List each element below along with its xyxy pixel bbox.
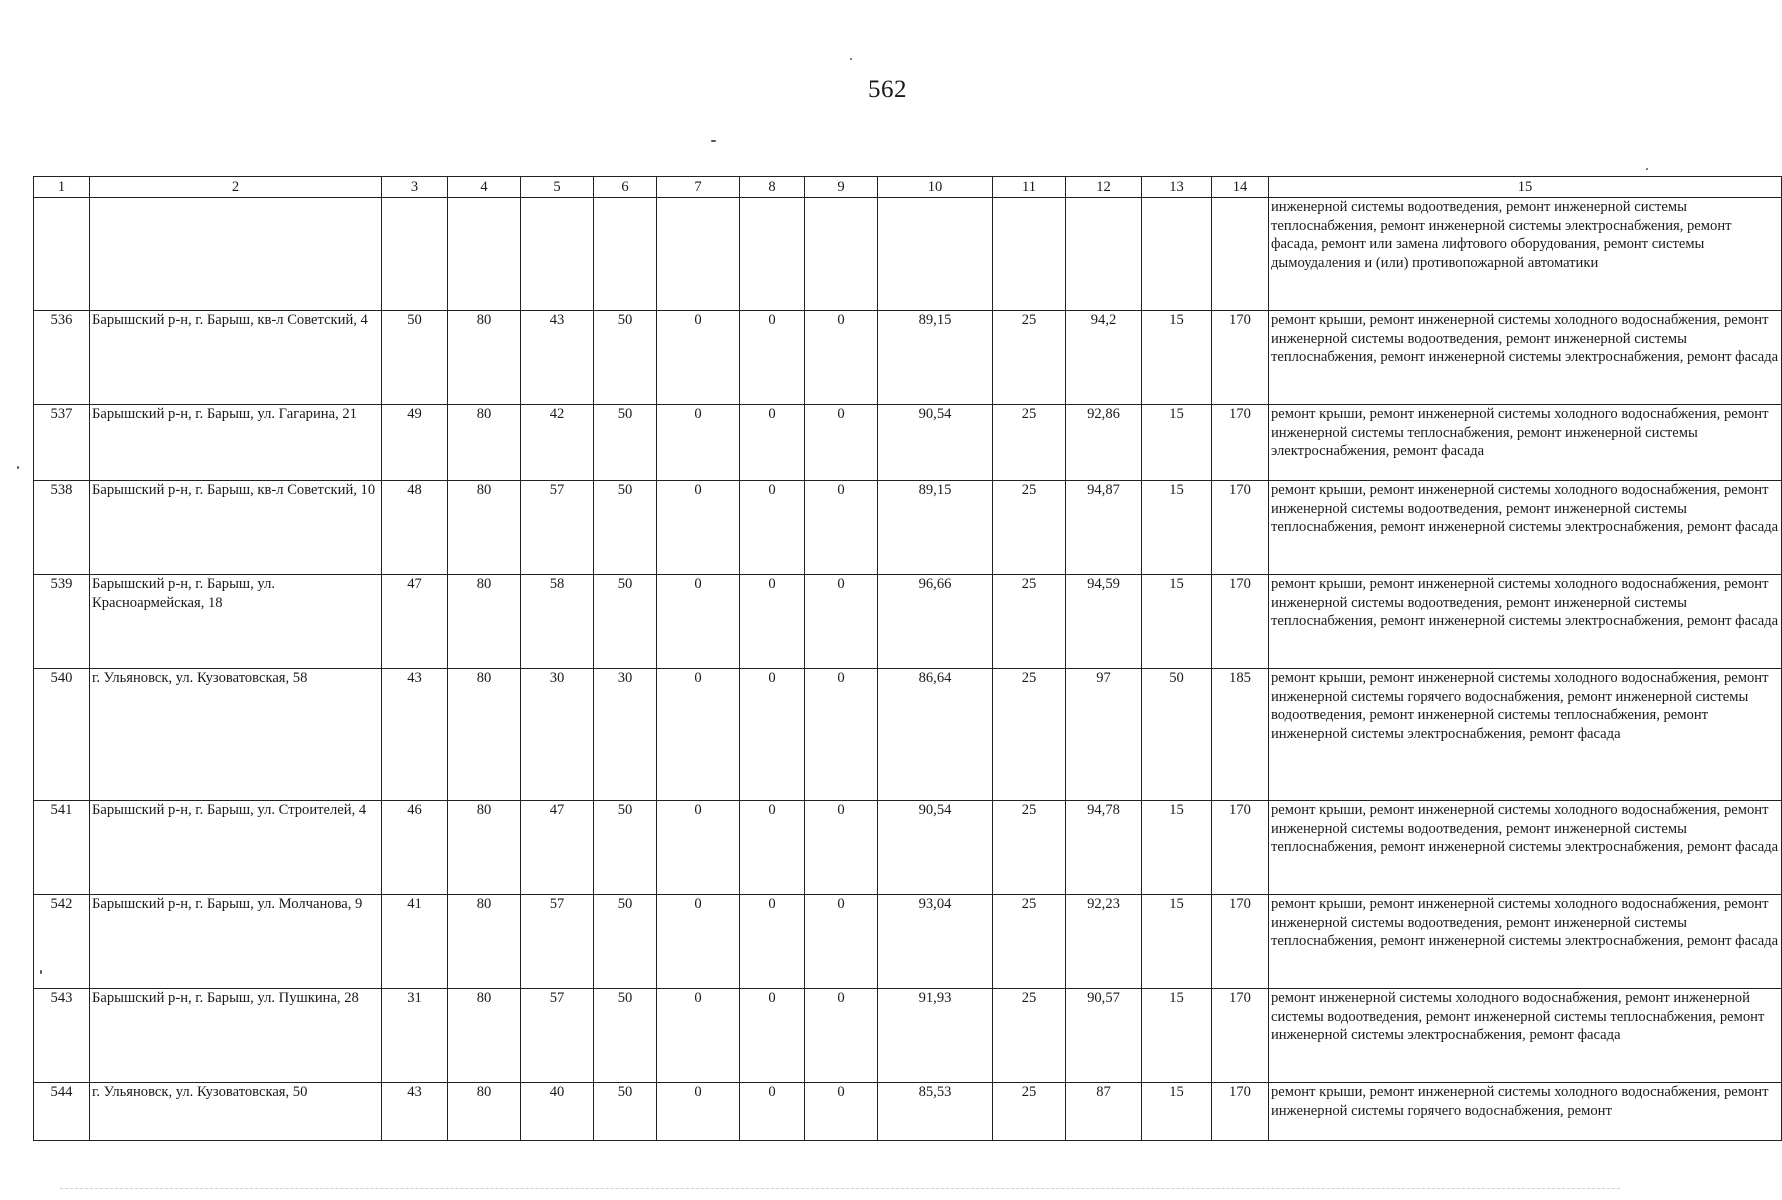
scan-speck <box>850 58 852 60</box>
value-cell: 25 <box>993 989 1066 1083</box>
value-cell: 0 <box>805 1083 878 1141</box>
column-header: 11 <box>993 177 1066 198</box>
row-number: 537 <box>34 405 90 481</box>
value-cell: 0 <box>657 895 740 989</box>
row-number: 543 <box>34 989 90 1083</box>
value-cell: 90,54 <box>878 801 993 895</box>
row-number: 538 <box>34 481 90 575</box>
value-cell: 43 <box>382 669 448 801</box>
row-number: 541 <box>34 801 90 895</box>
value-cell: 15 <box>1142 481 1212 575</box>
value-cell: 0 <box>805 481 878 575</box>
value-cell: 94,78 <box>1066 801 1142 895</box>
value-cell: 0 <box>740 311 805 405</box>
row-number: 544 <box>34 1083 90 1141</box>
scan-speck <box>711 140 716 142</box>
address-cell: Барышский р-н, г. Барыш, ул. Молчанова, 9 <box>90 895 382 989</box>
value-cell: 31 <box>382 989 448 1083</box>
value-cell: 170 <box>1212 575 1269 669</box>
column-header: 13 <box>1142 177 1212 198</box>
address-cell: Барышский р-н, г. Барыш, ул. Гагарина, 21 <box>90 405 382 481</box>
value-cell: 170 <box>1212 481 1269 575</box>
continuation-row <box>34 198 1782 311</box>
value-cell: 80 <box>448 895 521 989</box>
value-cell: 0 <box>657 311 740 405</box>
value-cell: 85,53 <box>878 1083 993 1141</box>
works-cell: ремонт крыши, ремонт инженерной системы холодного водоснабжения, ремонт инженерной системы водоотведения, ремонт инженерной системы теплоснабжения, ремонт инженерной системы электроснабжения, ремонт фасада <box>1269 311 1782 405</box>
value-cell: 15 <box>1142 895 1212 989</box>
value-cell: 93,04 <box>878 895 993 989</box>
column-header: 9 <box>805 177 878 198</box>
value-cell: 30 <box>594 669 657 801</box>
value-cell: 97 <box>1066 669 1142 801</box>
value-cell: 80 <box>448 1083 521 1141</box>
works-cell: ремонт крыши, ремонт инженерной системы холодного водоснабжения, ремонт инженерной системы горячего водоснабжения, ремонт инженерной системы водоотведения, ремонт инженерной системы теплоснабжения, ремонт инженерной системы электроснабжения, ремонт фасада <box>1269 669 1782 801</box>
value-cell: 50 <box>594 405 657 481</box>
value-cell: 50 <box>594 895 657 989</box>
value-cell: 0 <box>657 669 740 801</box>
value-cell: 0 <box>805 311 878 405</box>
value-cell: 92,23 <box>1066 895 1142 989</box>
address-cell: Барышский р-н, г. Барыш, ул. Пушкина, 28 <box>90 989 382 1083</box>
value-cell: 0 <box>740 895 805 989</box>
value-cell: 0 <box>740 801 805 895</box>
value-cell: 94,87 <box>1066 481 1142 575</box>
value-cell: 15 <box>1142 801 1212 895</box>
value-cell: 46 <box>382 801 448 895</box>
address-cell: Барышский р-н, г. Барыш, кв-л Советский, 4 <box>90 311 382 405</box>
value-cell: 0 <box>740 575 805 669</box>
row-number: 542 <box>34 895 90 989</box>
value-cell: 0 <box>805 405 878 481</box>
value-cell: 0 <box>805 801 878 895</box>
column-header: 2 <box>90 177 382 198</box>
value-cell: 48 <box>382 481 448 575</box>
value-cell: 0 <box>657 1083 740 1141</box>
column-header: 15 <box>1269 177 1782 198</box>
column-header: 12 <box>1066 177 1142 198</box>
value-cell: 94,59 <box>1066 575 1142 669</box>
value-cell: 0 <box>740 405 805 481</box>
table-row <box>34 801 1782 895</box>
value-cell: 80 <box>448 669 521 801</box>
table-row <box>34 481 1782 575</box>
works-cell: ремонт крыши, ремонт инженерной системы холодного водоснабжения, ремонт инженерной системы горячего водоснабжения, ремонт <box>1269 1083 1782 1141</box>
value-cell: 0 <box>740 1083 805 1141</box>
value-cell: 41 <box>382 895 448 989</box>
value-cell: 80 <box>448 481 521 575</box>
value-cell: 170 <box>1212 405 1269 481</box>
value-cell: 170 <box>1212 311 1269 405</box>
column-header: 4 <box>448 177 521 198</box>
value-cell: 89,15 <box>878 481 993 575</box>
value-cell: 25 <box>993 311 1066 405</box>
works-cell: инженерной системы водоотведения, ремонт инженерной системы теплоснабжения, ремонт инженерной системы электроснабжения, ремонт фасада, ремонт или замена лифтового оборудования, ремонт системы дымоудаления и (или) противопожарной автоматики <box>1269 198 1782 311</box>
value-cell: 90,54 <box>878 405 993 481</box>
column-header: 10 <box>878 177 993 198</box>
address-cell: Барышский р-н, г. Барыш, ул. Красноармейская, 18 <box>90 575 382 669</box>
value-cell: 25 <box>993 1083 1066 1141</box>
value-cell: 25 <box>993 669 1066 801</box>
value-cell: 43 <box>382 1083 448 1141</box>
column-header: 7 <box>657 177 740 198</box>
column-header: 8 <box>740 177 805 198</box>
value-cell: 170 <box>1212 989 1269 1083</box>
value-cell: 15 <box>1142 311 1212 405</box>
value-cell: 50 <box>1142 669 1212 801</box>
value-cell: 47 <box>521 801 594 895</box>
value-cell: 80 <box>448 575 521 669</box>
value-cell: 89,15 <box>878 311 993 405</box>
table-row <box>34 1083 1782 1141</box>
row-number: 536 <box>34 311 90 405</box>
value-cell: 0 <box>805 575 878 669</box>
value-cell: 90,57 <box>1066 989 1142 1083</box>
column-header: 1 <box>34 177 90 198</box>
works-cell: ремонт крыши, ремонт инженерной системы холодного водоснабжения, ремонт инженерной системы водоотведения, ремонт инженерной системы теплоснабжения, ремонт инженерной системы электроснабжения, ремонт фасада <box>1269 575 1782 669</box>
value-cell: 0 <box>740 481 805 575</box>
column-header: 3 <box>382 177 448 198</box>
value-cell: 94,2 <box>1066 311 1142 405</box>
value-cell: 57 <box>521 481 594 575</box>
address-cell: г. Ульяновск, ул. Кузоватовская, 58 <box>90 669 382 801</box>
value-cell: 25 <box>993 895 1066 989</box>
value-cell: 43 <box>521 311 594 405</box>
value-cell: 30 <box>521 669 594 801</box>
column-header: 5 <box>521 177 594 198</box>
value-cell: 87 <box>1066 1083 1142 1141</box>
value-cell: 50 <box>382 311 448 405</box>
table-row <box>34 989 1782 1083</box>
value-cell: 86,64 <box>878 669 993 801</box>
value-cell: 0 <box>740 989 805 1083</box>
value-cell: 15 <box>1142 575 1212 669</box>
column-header: 14 <box>1212 177 1269 198</box>
value-cell: 25 <box>993 575 1066 669</box>
value-cell: 50 <box>594 481 657 575</box>
value-cell: 40 <box>521 1083 594 1141</box>
value-cell: 170 <box>1212 801 1269 895</box>
value-cell: 25 <box>993 801 1066 895</box>
value-cell: 47 <box>382 575 448 669</box>
scan-speck <box>17 466 19 469</box>
value-cell: 80 <box>448 311 521 405</box>
value-cell: 50 <box>594 989 657 1083</box>
value-cell: 15 <box>1142 989 1212 1083</box>
address-cell: Барышский р-н, г. Барыш, ул. Строителей, 4 <box>90 801 382 895</box>
value-cell: 50 <box>594 575 657 669</box>
value-cell: 0 <box>805 669 878 801</box>
value-cell: 0 <box>740 669 805 801</box>
value-cell: 15 <box>1142 405 1212 481</box>
row-number: 539 <box>34 575 90 669</box>
address-cell: Барышский р-н, г. Барыш, кв-л Советский, 10 <box>90 481 382 575</box>
value-cell: 0 <box>657 801 740 895</box>
value-cell: 96,66 <box>878 575 993 669</box>
address-cell: г. Ульяновск, ул. Кузоватовская, 50 <box>90 1083 382 1141</box>
table-row <box>34 311 1782 405</box>
value-cell: 170 <box>1212 1083 1269 1141</box>
value-cell: 25 <box>993 405 1066 481</box>
value-cell: 0 <box>805 989 878 1083</box>
value-cell: 80 <box>448 405 521 481</box>
value-cell: 80 <box>448 989 521 1083</box>
table-row <box>34 575 1782 669</box>
works-cell: ремонт инженерной системы холодного водоснабжения, ремонт инженерной системы водоотведения, ремонт инженерной системы теплоснабжения, ремонт инженерной системы электроснабжения, ремонт фасада <box>1269 989 1782 1083</box>
repair-register-table <box>33 176 1782 1141</box>
value-cell: 50 <box>594 1083 657 1141</box>
value-cell: 57 <box>521 895 594 989</box>
table-row <box>34 669 1782 801</box>
value-cell: 58 <box>521 575 594 669</box>
value-cell: 0 <box>657 405 740 481</box>
value-cell: 15 <box>1142 1083 1212 1141</box>
works-cell: ремонт крыши, ремонт инженерной системы холодного водоснабжения, ремонт инженерной системы теплоснабжения, ремонт инженерной системы электроснабжения, ремонт фасада <box>1269 405 1782 481</box>
value-cell: 0 <box>657 575 740 669</box>
value-cell: 91,93 <box>878 989 993 1083</box>
value-cell: 92,86 <box>1066 405 1142 481</box>
value-cell: 170 <box>1212 895 1269 989</box>
column-header: 6 <box>594 177 657 198</box>
value-cell: 0 <box>657 989 740 1083</box>
value-cell: 49 <box>382 405 448 481</box>
value-cell: 185 <box>1212 669 1269 801</box>
value-cell: 0 <box>657 481 740 575</box>
works-cell: ремонт крыши, ремонт инженерной системы холодного водоснабжения, ремонт инженерной системы водоотведения, ремонт инженерной системы теплоснабжения, ремонт инженерной системы электроснабжения, ремонт фасада <box>1269 481 1782 575</box>
scan-edge-noise <box>60 1188 1620 1191</box>
value-cell: 0 <box>805 895 878 989</box>
scan-speck <box>1646 168 1648 170</box>
table-row <box>34 405 1782 481</box>
works-cell: ремонт крыши, ремонт инженерной системы холодного водоснабжения, ремонт инженерной системы водоотведения, ремонт инженерной системы теплоснабжения, ремонт инженерной системы электроснабжения, ремонт фасада <box>1269 801 1782 895</box>
value-cell: 42 <box>521 405 594 481</box>
value-cell: 80 <box>448 801 521 895</box>
works-cell: ремонт крыши, ремонт инженерной системы холодного водоснабжения, ремонт инженерной системы водоотведения, ремонт инженерной системы теплоснабжения, ремонт инженерной системы электроснабжения, ремонт фасада <box>1269 895 1782 989</box>
value-cell: 50 <box>594 801 657 895</box>
page-number: 562 <box>868 76 907 103</box>
value-cell: 50 <box>594 311 657 405</box>
row-number: 540 <box>34 669 90 801</box>
table-row <box>34 895 1782 989</box>
value-cell: 25 <box>993 481 1066 575</box>
column-number-row <box>34 177 1782 198</box>
value-cell: 57 <box>521 989 594 1083</box>
